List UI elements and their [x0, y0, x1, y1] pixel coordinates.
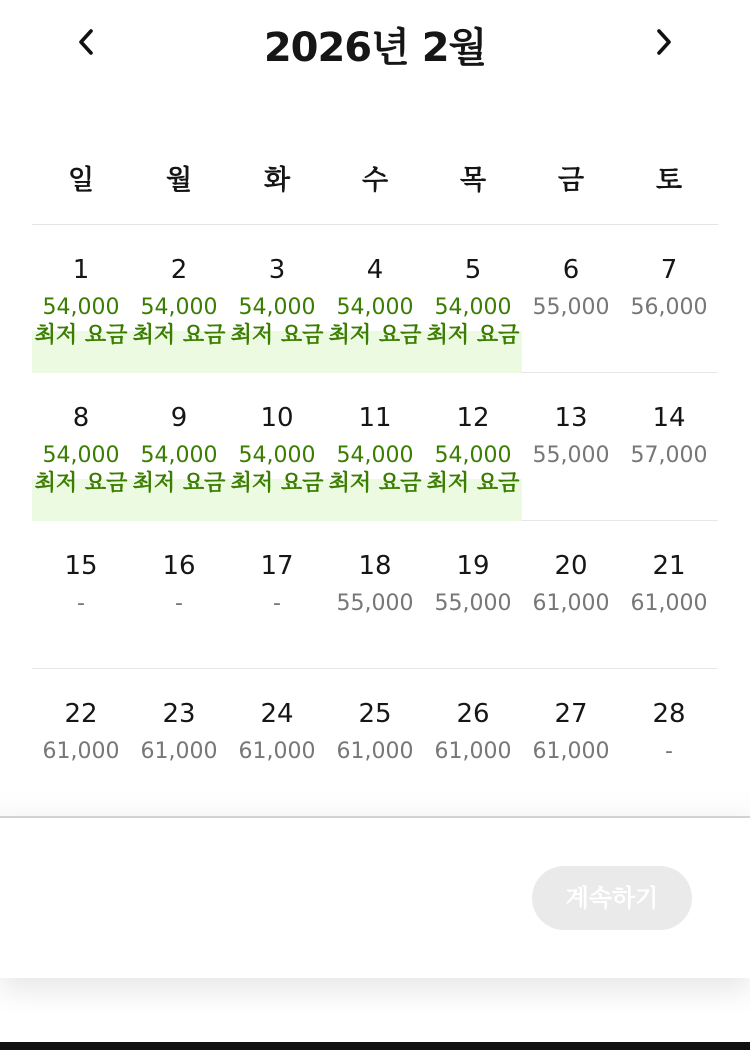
lowest-price-badge: 최저 요금	[328, 323, 422, 348]
day-cell-10[interactable]	[228, 373, 326, 520]
day-number: 8	[72, 403, 90, 433]
day-price: 54,000	[434, 295, 512, 320]
day-price: 61,000	[336, 739, 414, 764]
day-cell-4[interactable]	[326, 225, 424, 372]
day-cell-19[interactable]	[424, 521, 522, 668]
day-price: 61,000	[434, 739, 512, 764]
day-cell-16[interactable]	[130, 521, 228, 668]
weekday-sun: 일	[67, 165, 95, 196]
day-cell-1[interactable]	[32, 225, 130, 372]
day-number: 11	[358, 403, 392, 433]
day-price: 55,000	[336, 591, 414, 616]
weekday-tue: 화	[263, 165, 291, 196]
lowest-price-badge: 최저 요금	[132, 471, 226, 496]
day-cell-18[interactable]	[326, 521, 424, 668]
weekday-mon: 월	[165, 165, 193, 196]
day-number: 22	[64, 699, 98, 729]
day-price: 57,000	[630, 443, 708, 468]
day-cell-7[interactable]	[620, 225, 718, 372]
weekday-thu: 목	[459, 165, 487, 196]
lowest-price-badge: 최저 요금	[34, 471, 128, 496]
day-cell-15[interactable]	[32, 521, 130, 668]
day-price: 54,000	[336, 295, 414, 320]
day-number: 17	[260, 551, 294, 581]
week-row	[32, 225, 718, 373]
day-number: 14	[652, 403, 686, 433]
day-number: 3	[268, 255, 286, 285]
lowest-price-badge: 최저 요금	[426, 323, 520, 348]
day-number: 2	[170, 255, 188, 285]
continue-button[interactable]: 계속하기	[532, 866, 692, 930]
weekday-fri: 금	[557, 165, 585, 196]
day-number: 21	[652, 551, 686, 581]
day-number: 10	[260, 403, 294, 433]
day-price: -	[175, 591, 183, 616]
day-price: 56,000	[630, 295, 708, 320]
day-number: 18	[358, 551, 392, 581]
day-number: 12	[456, 403, 490, 433]
day-cell-14[interactable]	[620, 373, 718, 520]
day-cell-2[interactable]	[130, 225, 228, 372]
day-price: -	[665, 739, 673, 764]
day-price: 55,000	[532, 295, 610, 320]
week-row	[32, 373, 718, 521]
calendar-grid	[32, 225, 718, 817]
day-number: 6	[562, 255, 580, 285]
day-price: 61,000	[532, 739, 610, 764]
day-price: 54,000	[42, 443, 120, 468]
day-price: 54,000	[336, 443, 414, 468]
day-price: 55,000	[434, 591, 512, 616]
day-price: 61,000	[630, 591, 708, 616]
day-cell-20[interactable]	[522, 521, 620, 668]
day-price: -	[77, 591, 85, 616]
bottom-edge-bar	[0, 1042, 750, 1050]
weekday-sat: 토	[655, 165, 683, 196]
day-number: 26	[456, 699, 490, 729]
day-number: 23	[162, 699, 196, 729]
day-cell-12[interactable]	[424, 373, 522, 520]
day-cell-5[interactable]	[424, 225, 522, 372]
day-price: 54,000	[238, 295, 316, 320]
weekday-wed: 수	[361, 165, 389, 196]
day-cell-9[interactable]	[130, 373, 228, 520]
day-price: 61,000	[140, 739, 218, 764]
month-title: 2026년 2월	[263, 25, 487, 71]
lowest-price-badge: 최저 요금	[426, 471, 520, 496]
lowest-price-badge: 최저 요금	[230, 471, 324, 496]
day-price: -	[273, 591, 281, 616]
day-price: 61,000	[532, 591, 610, 616]
lowest-price-badge: 최저 요금	[328, 471, 422, 496]
day-number: 28	[652, 699, 686, 729]
day-number: 24	[260, 699, 294, 729]
day-number: 13	[554, 403, 588, 433]
day-price: 54,000	[238, 443, 316, 468]
day-number: 5	[464, 255, 482, 285]
day-price: 54,000	[140, 443, 218, 468]
footer-bar	[0, 816, 750, 978]
day-number: 27	[554, 699, 588, 729]
lowest-price-badge: 최저 요금	[230, 323, 324, 348]
day-cell-13[interactable]	[522, 373, 620, 520]
day-price: 54,000	[42, 295, 120, 320]
week-row	[32, 521, 718, 669]
day-price: 61,000	[42, 739, 120, 764]
day-cell-17[interactable]	[228, 521, 326, 668]
day-number: 16	[162, 551, 196, 581]
chevron-right-icon	[654, 28, 674, 56]
day-price: 61,000	[238, 739, 316, 764]
lowest-price-badge: 최저 요금	[34, 323, 128, 348]
day-number: 4	[366, 255, 384, 285]
day-number: 20	[554, 551, 588, 581]
day-number: 25	[358, 699, 392, 729]
day-cell-21[interactable]	[620, 521, 718, 668]
day-price: 54,000	[434, 443, 512, 468]
day-number: 9	[170, 403, 188, 433]
day-price: 55,000	[532, 443, 610, 468]
day-price: 54,000	[140, 295, 218, 320]
day-cell-8[interactable]	[32, 373, 130, 520]
day-number: 19	[456, 551, 490, 581]
day-number: 15	[64, 551, 98, 581]
day-cell-6[interactable]	[522, 225, 620, 372]
lowest-price-badge: 최저 요금	[132, 323, 226, 348]
weekday-header-row	[32, 158, 718, 204]
day-cell-3[interactable]	[228, 225, 326, 372]
day-number: 1	[72, 255, 90, 285]
next-month-button[interactable]	[644, 22, 684, 62]
calendar-header	[0, 0, 750, 100]
day-number: 7	[660, 255, 678, 285]
day-cell-11[interactable]	[326, 373, 424, 520]
footer-fade	[0, 790, 750, 816]
